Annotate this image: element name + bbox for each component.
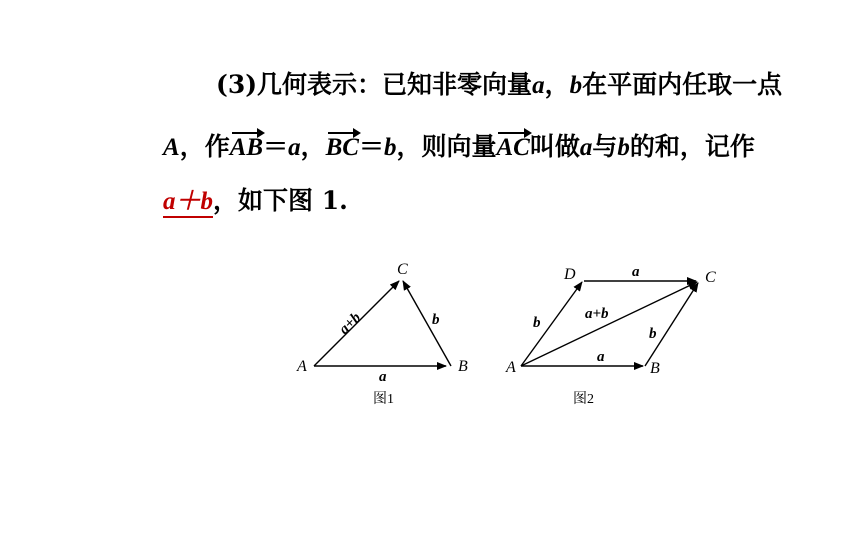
- vector-ac: AC: [496, 134, 530, 161]
- text-segment: ，: [300, 132, 326, 161]
- point-c-label: C: [705, 269, 716, 286]
- vector-b-right-label: b: [649, 326, 657, 342]
- text-segment: 在平面内任取一点: [582, 70, 783, 99]
- vector-a-bottom-label: a: [597, 349, 605, 365]
- text-segment: 的和，记作: [629, 132, 755, 161]
- vector-bc: BC: [325, 134, 359, 161]
- vector-bc-arrow: [403, 281, 451, 366]
- text-segment: ＝: [263, 132, 289, 161]
- vector-b: b: [617, 134, 630, 161]
- vector-b: b: [569, 72, 583, 99]
- point-a-label: A: [297, 358, 307, 375]
- vector-ad-arrow: [521, 282, 582, 366]
- vector-ac-arrow: [521, 282, 697, 366]
- vector-sum-highlight: a＋b: [163, 188, 213, 218]
- text-segment: 与: [592, 132, 618, 161]
- vector-a-label: a: [379, 369, 387, 385]
- vector-sum-label: a+b: [585, 306, 609, 322]
- text-segment: ，则向量: [396, 132, 497, 161]
- text-segment: ，: [544, 70, 570, 99]
- figure-2-caption: 图2: [573, 392, 594, 407]
- vector-a: a: [532, 72, 545, 99]
- vector-b-left-label: b: [533, 315, 541, 331]
- point-d-label: D: [564, 266, 576, 283]
- vector-bc-arrow: [645, 283, 698, 366]
- vector-a-top-label: a: [632, 264, 640, 280]
- vector-b: b: [383, 134, 397, 161]
- point-a: A: [163, 134, 180, 161]
- text-segment: ，如下图 1.: [213, 186, 348, 215]
- text-segment: ＝: [358, 132, 384, 161]
- text-segment: (3)几何表示：已知非零向量: [216, 70, 533, 99]
- text-segment: 叫做: [529, 132, 580, 161]
- vector-a: a: [288, 134, 301, 161]
- figure-1: [296, 261, 468, 407]
- vector-sum-label: a+b: [336, 309, 365, 338]
- point-a-label: A: [506, 359, 516, 376]
- point-b-label: B: [458, 358, 468, 375]
- point-c-label: C: [397, 261, 408, 278]
- text-segment: ，作: [179, 132, 230, 161]
- figure-2: [505, 264, 716, 407]
- vector-ab: AB: [229, 134, 264, 161]
- vector-b-label: b: [432, 312, 440, 328]
- vector-a: a: [579, 134, 593, 161]
- figure-1-caption: 图1: [373, 392, 394, 407]
- point-b-label: B: [650, 360, 660, 377]
